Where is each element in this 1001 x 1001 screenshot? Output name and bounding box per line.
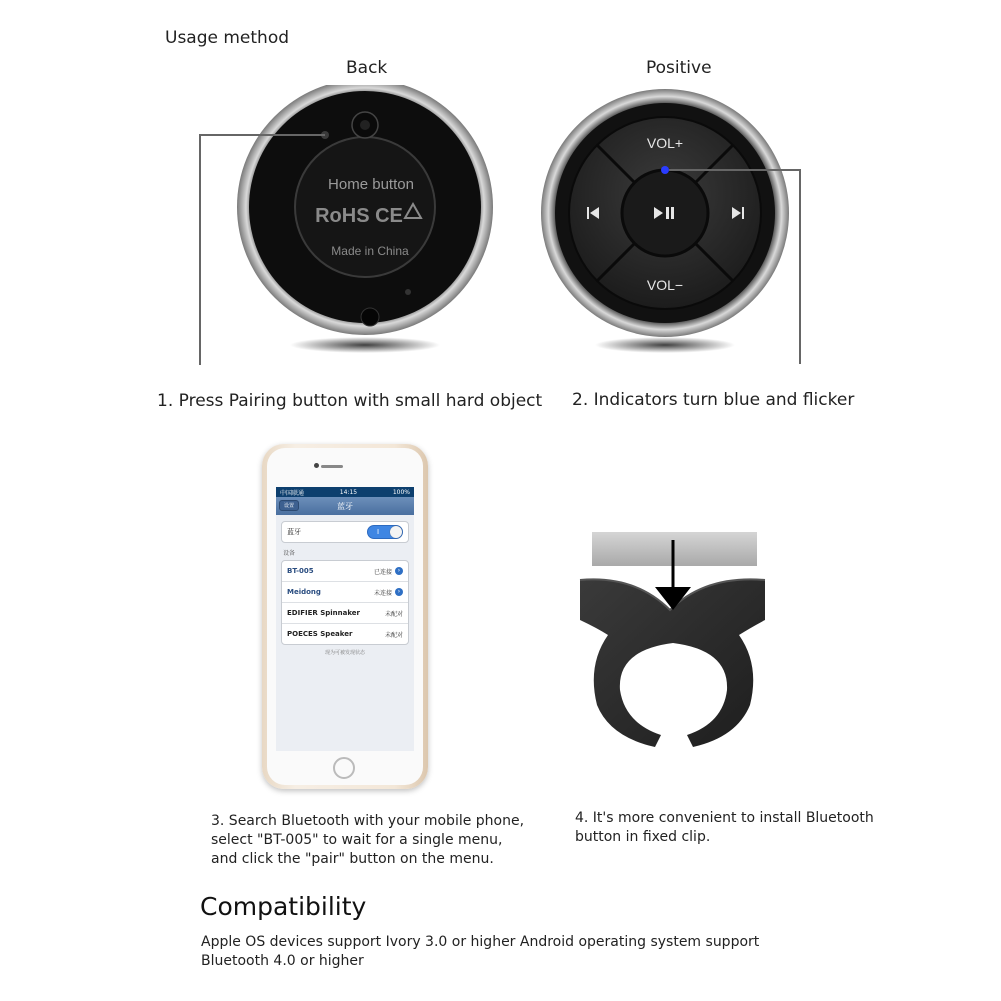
made-in-china-text: Made in China — [331, 244, 409, 258]
phone-screen — [276, 487, 414, 751]
step-4-text: 4. It's more convenient to install Bluetooth button in fixed clip. — [575, 810, 874, 845]
home-button-icon — [333, 757, 355, 779]
settings-back-button[interactable]: 设置 — [279, 500, 299, 511]
back-view-label: Back — [346, 58, 388, 78]
step-1-text: 1. Press Pairing button with small hard object — [157, 391, 543, 411]
device-row-poeces[interactable]: POECES Speaker 未配对 — [287, 630, 403, 639]
bluetooth-toggle[interactable]: I — [367, 525, 403, 539]
status-bar — [276, 487, 414, 497]
nav-bar — [276, 497, 414, 515]
positive-view-label: Positive — [646, 58, 712, 78]
rohs-ce-text: RoHS CE — [315, 205, 403, 227]
time-text: 14:15 — [339, 488, 358, 496]
devices-header: 设备 — [283, 550, 296, 557]
bluetooth-label: 蓝牙 — [287, 528, 301, 536]
compatibility-title: Compatibility — [200, 892, 367, 921]
device-list — [281, 560, 409, 645]
device-row-meidong[interactable]: Meidong 未连接 › — [282, 582, 408, 603]
carrier-text: 中国联通 — [280, 489, 305, 497]
device-row-edifier[interactable]: EDIFIER Spinnaker 未配对 — [282, 603, 408, 624]
button-back-illustration — [195, 85, 500, 370]
vol-down-label: VOL− — [646, 277, 684, 293]
compatibility-text: Apple OS devices support Ivory 3.0 or higher Android operating system support Bluetooth 4.0 or higher — [201, 934, 760, 969]
vol-up-label: VOL+ — [646, 135, 684, 151]
step-2-text: 2. Indicators turn blue and flicker — [572, 390, 855, 410]
screen-title: 蓝牙 — [337, 501, 353, 511]
discoverable-text: 现为可被发现状态 — [324, 650, 365, 656]
speaker-grille — [321, 465, 343, 468]
camera-icon — [314, 463, 319, 468]
bluetooth-toggle-group — [281, 521, 409, 543]
battery-text: 100% — [392, 488, 410, 496]
mobile-phone — [262, 444, 428, 789]
device-row-bt-005[interactable]: BT-005 已连接 › — [282, 561, 408, 582]
step-3-text: 3. Search Bluetooth with your mobile phone, select "BT-005" to wait for a single menu, and click the "pair" button on the menu. — [211, 813, 525, 867]
info-icon: › — [395, 567, 403, 575]
fixed-clip-illustration — [575, 525, 775, 760]
home-button-text: Home button — [328, 176, 414, 193]
button-front-illustration — [540, 88, 805, 370]
info-icon: › — [395, 588, 403, 596]
page-title: Usage method — [165, 28, 290, 48]
indicator-light — [661, 166, 669, 174]
